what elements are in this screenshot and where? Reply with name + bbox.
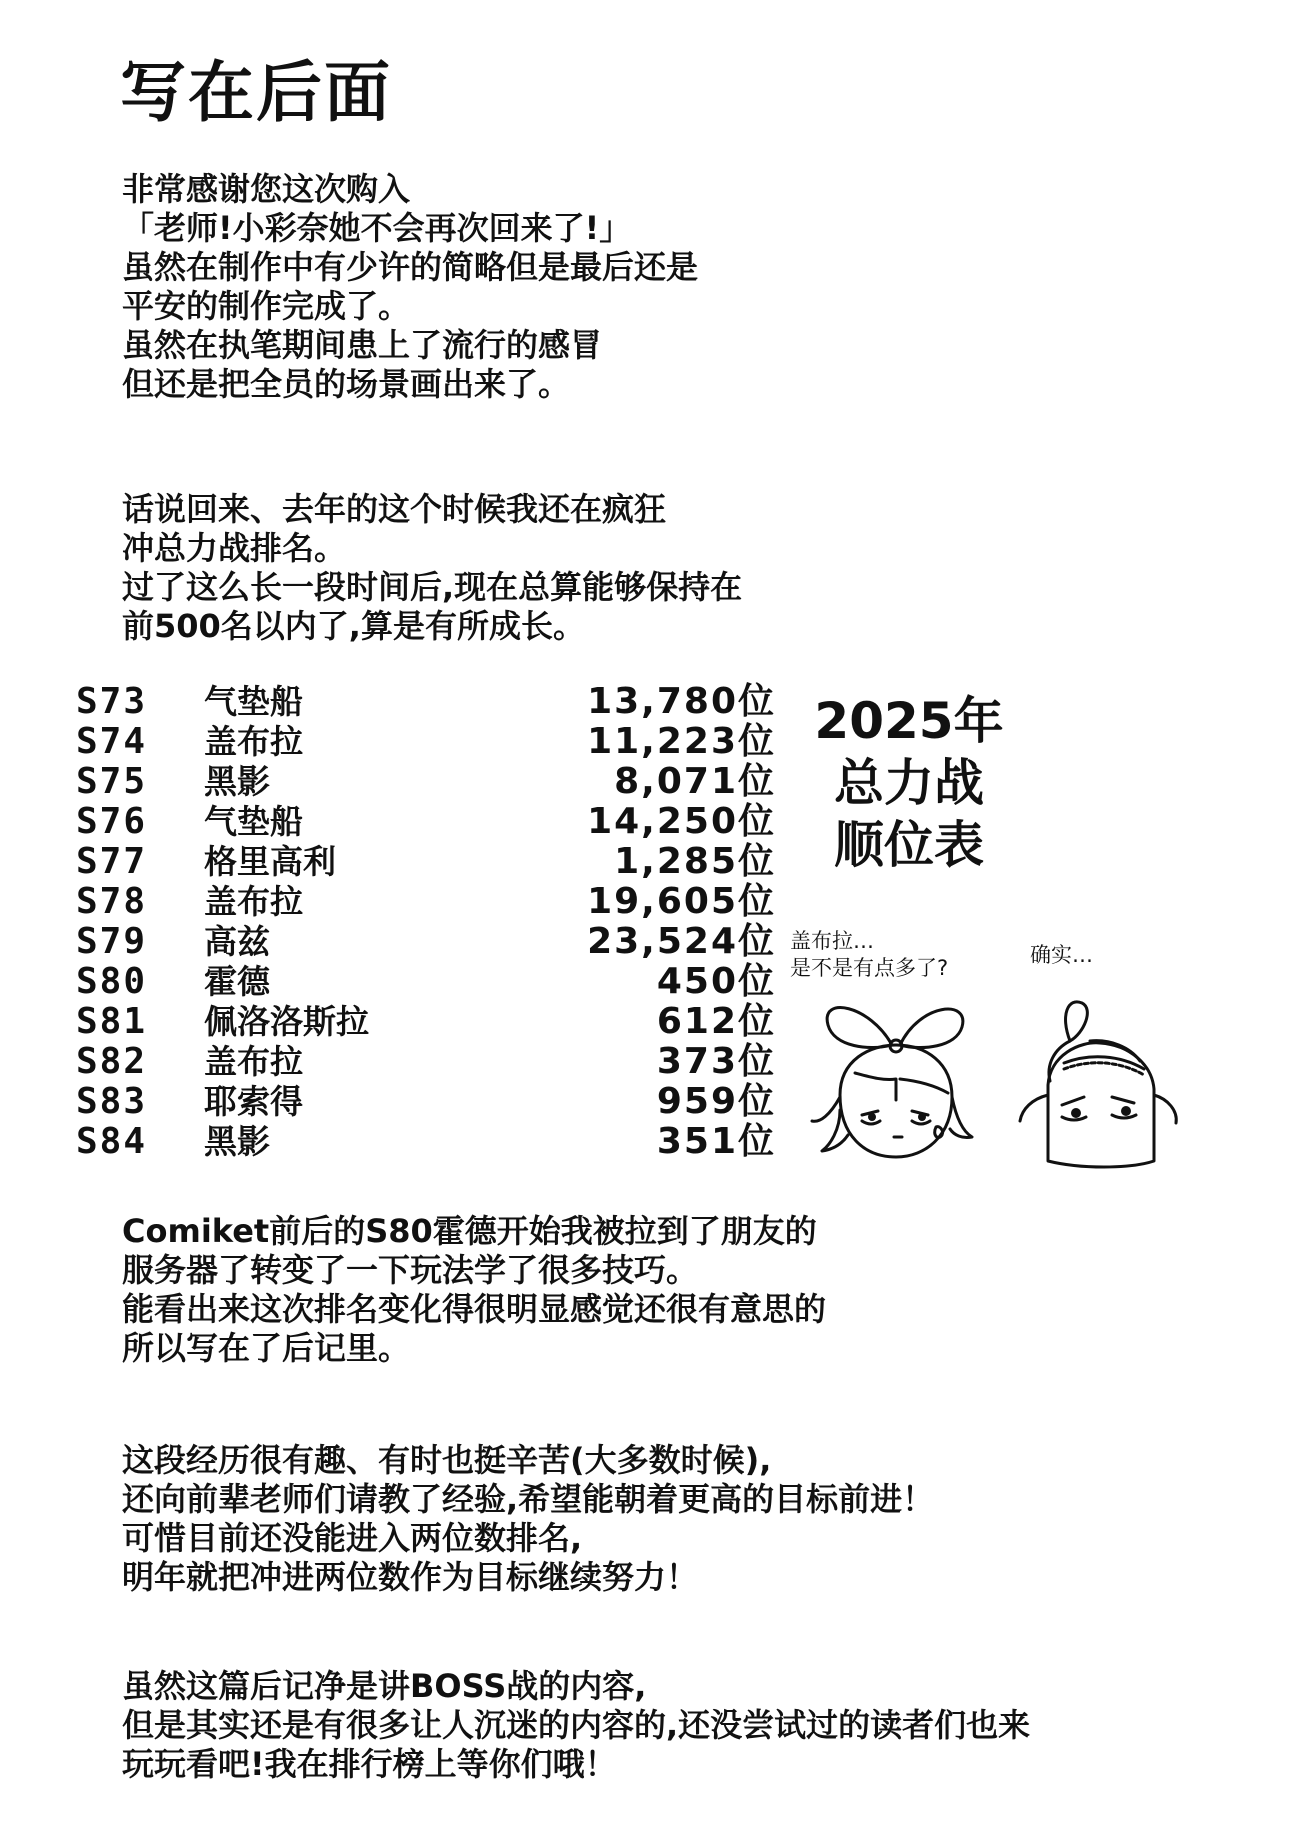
page-title: 写在后面: [120, 54, 392, 131]
ranking-row: [76, 1042, 776, 1082]
ranking-boss-name: 黑影: [204, 1122, 270, 1161]
ranking-position: 13,780位: [587, 681, 776, 722]
text-line: 虽然在执笔期间患上了流行的感冒: [122, 326, 603, 364]
text-line: 能看出来这次排名变化得很明显感觉还很有意思的: [122, 1290, 827, 1328]
speech-line: 盖布拉…: [790, 929, 874, 953]
ranking-season: S75: [76, 761, 148, 802]
ranking-position: 450位: [656, 961, 776, 1002]
ranking-season: S83: [76, 1081, 148, 1122]
table-title-line: 2025年: [814, 692, 1004, 750]
text-line: 前500名以内了,算是有所成长。: [122, 607, 585, 645]
text-line: 还向前辈老师们请教了经验,希望能朝着更高的目标前进！: [122, 1480, 935, 1518]
paragraph-goals: [122, 1441, 934, 1597]
ribbon-icon: [900, 1009, 963, 1047]
ranking-position: 14,250位: [587, 801, 776, 842]
text-line: 但是其实还是有很多让人沉迷的内容的,还没尝试过的读者们也来: [122, 1706, 1031, 1744]
ranking-boss-name: 盖布拉: [204, 1042, 303, 1081]
ranking-boss-name: 耶索得: [204, 1082, 303, 1121]
text-line: 但还是把全员的场景画出来了。: [122, 365, 571, 403]
ranking-season: S74: [76, 721, 148, 762]
ranking-row: [76, 722, 776, 762]
text-line: 过了这么长一段时间后,现在总算能够保持在: [122, 568, 743, 606]
ranking-boss-name: 佩洛洛斯拉: [204, 1002, 369, 1041]
ranking-position: 8,071位: [614, 761, 776, 802]
ranking-season: S77: [76, 841, 148, 882]
text-line: 冲总力战排名。: [122, 529, 347, 567]
ranking-boss-name: 气垫船: [204, 802, 303, 841]
ranking-boss-name: 气垫船: [204, 682, 303, 721]
text-line: 玩玩看吧!我在排行榜上等你们哦！: [122, 1745, 617, 1783]
paragraph-ranking-intro: [122, 490, 742, 646]
ranking-row: [76, 682, 776, 722]
speech-left: [790, 928, 948, 982]
ranking-position: 373位: [656, 1041, 776, 1082]
ranking-season: S80: [76, 961, 148, 1002]
ranking-row: [76, 882, 776, 922]
text-line: 话说回来、去年的这个时候我还在疯狂: [122, 490, 667, 528]
ranking-row: [76, 1122, 776, 1162]
ranking-season: S79: [76, 921, 148, 962]
ranking-position: 19,605位: [587, 881, 776, 922]
table-title-line: 顺位表: [834, 816, 984, 874]
text-line: 可惜目前还没能进入两位数排名,: [122, 1519, 583, 1557]
ranking-row: [76, 762, 776, 802]
table-title-line: 总力战: [834, 754, 984, 812]
ranking-boss-name: 霍德: [204, 962, 270, 1001]
ranking-row: [76, 922, 776, 962]
text-line: 服务器了转变了一下玩法学了很多技巧。: [122, 1251, 699, 1289]
text-line: 虽然在制作中有少许的简略但是最后还是: [122, 248, 699, 286]
speech-line: 是不是有点多了?: [790, 956, 949, 980]
paragraph-thanks: [122, 170, 698, 404]
text-line: 非常感谢您这次购入: [122, 170, 411, 208]
text-line: 明年就把冲进两位数作为目标继续努力！: [122, 1558, 699, 1596]
ranking-position: 959位: [656, 1081, 776, 1122]
paragraph-s80-story: [122, 1212, 826, 1368]
ranking-table: [76, 682, 776, 1162]
ranking-season: S78: [76, 881, 148, 922]
ranking-row: [76, 1002, 776, 1042]
ranking-position: 351位: [656, 1121, 776, 1162]
ranking-boss-name: 盖布拉: [204, 882, 303, 921]
ranking-boss-name: 格里高利: [204, 842, 336, 881]
paragraph-closing: [122, 1667, 1030, 1784]
ranking-position: 11,223位: [587, 721, 776, 762]
ranking-table-title: [806, 690, 1012, 876]
ranking-row: [76, 1082, 776, 1122]
text-line: 「老师!小彩奈她不会再次回来了!」: [122, 209, 632, 247]
ranking-season: S81: [76, 1001, 148, 1042]
speech-right: 确实…: [1030, 943, 1093, 967]
text-line: Comiket前后的S80霍德开始我被拉到了朋友的: [122, 1212, 817, 1250]
ranking-season: S84: [76, 1121, 148, 1162]
chibi-illustration: [800, 985, 1180, 1175]
ranking-season: S73: [76, 681, 148, 722]
ranking-season: S82: [76, 1041, 148, 1082]
ranking-position: 612位: [656, 1001, 776, 1042]
ranking-row: [76, 802, 776, 842]
ranking-season: S76: [76, 801, 148, 842]
ribbon-icon: [1066, 1002, 1088, 1041]
ranking-row: [76, 962, 776, 1002]
ribbon-icon: [827, 1008, 892, 1048]
ranking-boss-name: 黑影: [204, 762, 270, 801]
text-line: 虽然这篇后记净是讲BOSS战的内容,: [122, 1667, 647, 1705]
ranking-boss-name: 高兹: [204, 922, 270, 961]
ranking-position: 23,524位: [587, 921, 776, 962]
ranking-row: [76, 842, 776, 882]
ranking-position: 1,285位: [614, 841, 776, 882]
text-line: 所以写在了后记里。: [122, 1329, 411, 1367]
text-line: 平安的制作完成了。: [122, 287, 411, 325]
ranking-boss-name: 盖布拉: [204, 722, 303, 761]
text-line: 这段经历很有趣、有时也挺辛苦(大多数时候),: [122, 1441, 772, 1479]
